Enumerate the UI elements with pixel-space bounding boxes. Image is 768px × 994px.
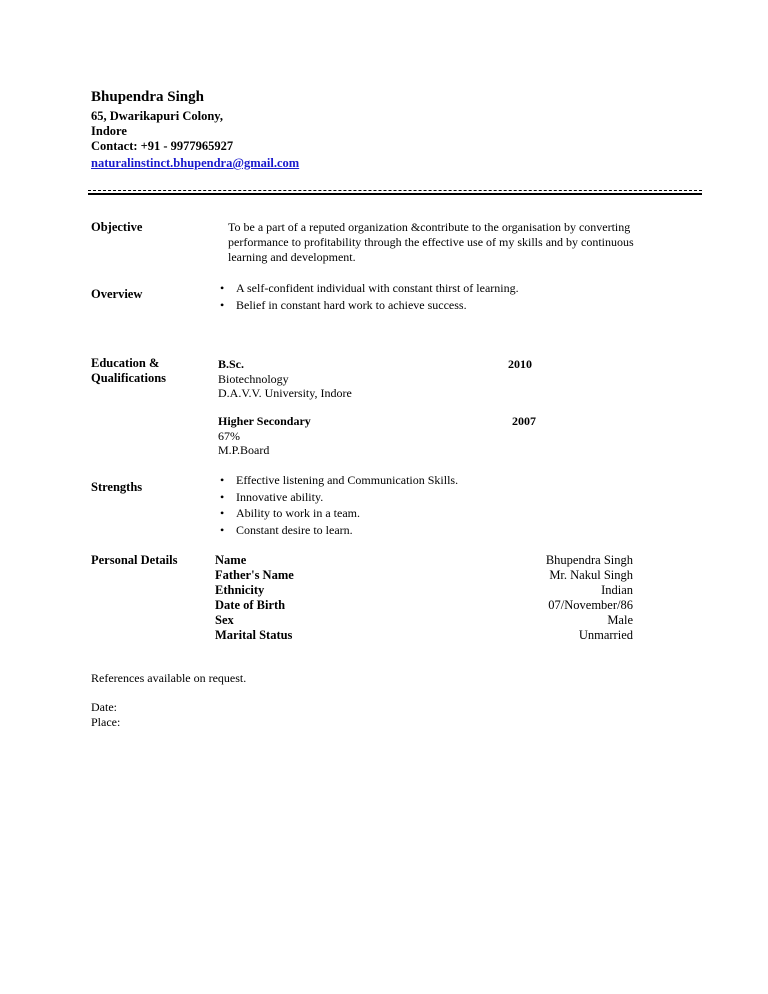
date-label: Date: — [91, 700, 117, 714]
list-item: • A self-confident individual with constant thirst of learning. — [218, 280, 519, 297]
degree-year: 2007 — [512, 414, 536, 428]
degree-institution: M.P.Board — [218, 443, 270, 457]
marital-status-value: Unmarried — [578, 628, 633, 642]
address-line-1: 65, Dwarikapuri Colony, — [91, 109, 223, 123]
fathers-name-value: Mr. Nakul Singh — [549, 568, 633, 582]
education-heading-line-1: Education & — [91, 356, 160, 370]
strengths-heading: Strengths — [91, 480, 143, 494]
education-entry — [218, 414, 311, 458]
list-item: • Ability to work in a team. — [218, 505, 458, 522]
education-heading — [91, 356, 166, 386]
ethnicity-label: Ethnicity — [215, 583, 265, 597]
degree-title: Higher Secondary — [218, 414, 311, 428]
place-label: Place: — [91, 715, 121, 729]
personal-details-heading: Personal Details — [91, 553, 178, 567]
degree-subject: 67% — [218, 428, 240, 443]
education-entry — [218, 357, 352, 401]
strengths-list — [218, 472, 458, 538]
fathers-name-label: Father's Name — [215, 568, 294, 582]
candidate-name: Bhupendra Singh — [91, 89, 204, 105]
education-heading-line-2: Qualifications — [91, 371, 167, 385]
list-item: • Belief in constant hard work to achieve success. — [218, 297, 519, 314]
personal-details-values — [546, 553, 633, 643]
degree-subject: Biotechnology — [218, 371, 289, 386]
overview-heading: Overview — [91, 287, 143, 301]
references-note: References available on request. — [91, 671, 247, 685]
contact-number: Contact: +91 - 9977965927 — [91, 139, 234, 153]
list-item: • Effective listening and Communication Skills. — [218, 472, 458, 489]
list-item: • Constant desire to learn. — [218, 522, 458, 539]
degree-institution: D.A.V.V. University, Indore — [218, 386, 352, 400]
date-of-birth-label: Date of Birth — [215, 598, 286, 612]
objective-text: To be a part of a reputed organization &contribute to the organisation by converting performance to profitability through the effective use of my skills and by continuous learning and development. — [228, 220, 634, 264]
sex-label: Sex — [215, 613, 234, 627]
address-line-2: Indore — [91, 124, 127, 138]
name-value: Bhupendra Singh — [545, 553, 633, 567]
degree-title: B.Sc. — [218, 357, 245, 371]
personal-details-labels — [215, 553, 294, 643]
header-divider — [88, 190, 702, 196]
ethnicity-value: Indian — [601, 583, 633, 597]
degree-year: 2010 — [508, 357, 532, 371]
name-label: Name — [215, 553, 247, 567]
email-link[interactable]: naturalinstinct.bhupendra@gmail.com — [91, 156, 300, 170]
sex-value: Male — [607, 613, 633, 627]
date-of-birth-value: 07/November/86 — [548, 598, 633, 612]
marital-status-label: Marital Status — [215, 628, 293, 642]
objective-heading: Objective — [91, 220, 143, 234]
list-item: • Innovative ability. — [218, 489, 458, 506]
overview-list — [218, 280, 519, 313]
